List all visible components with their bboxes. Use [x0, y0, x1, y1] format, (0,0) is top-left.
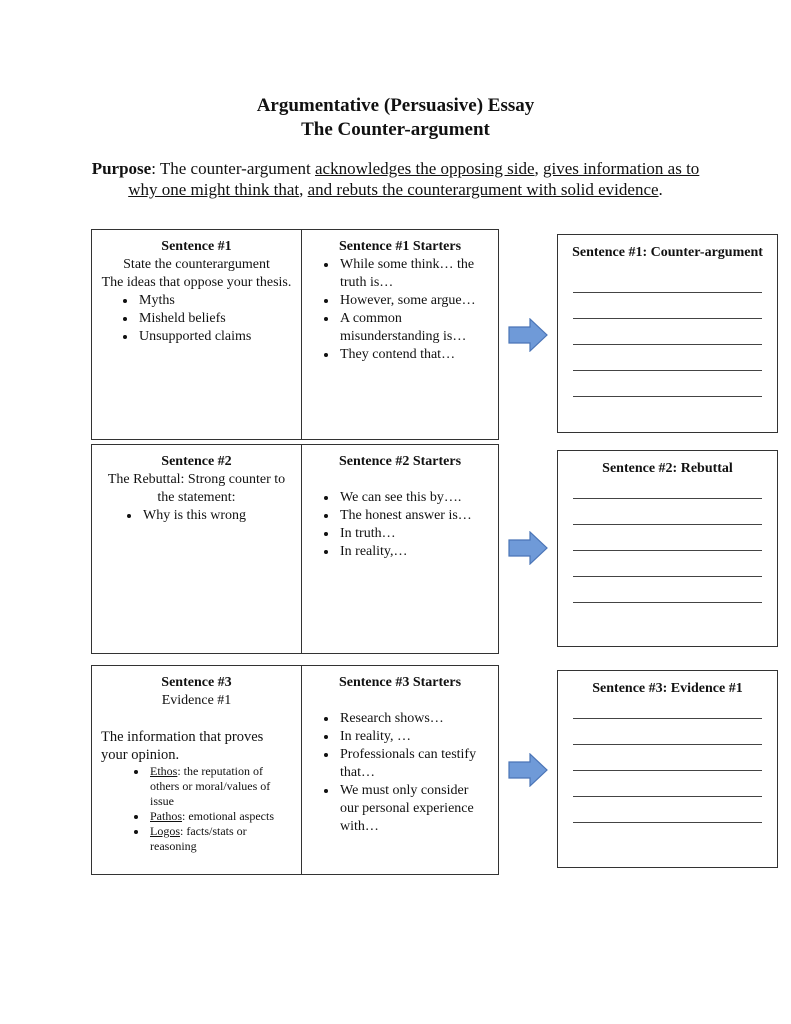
list-item: • In reality,…: [338, 543, 489, 561]
writing-line[interactable]: [573, 771, 762, 797]
right-arrow-icon: [508, 531, 548, 565]
list-item: • They contend that…: [338, 346, 489, 364]
list-item: • The honest answer is…: [338, 507, 489, 525]
writing-line[interactable]: [573, 319, 762, 345]
sentence1-starters-list: [311, 256, 489, 364]
writing-line[interactable]: [573, 797, 762, 823]
writing-line[interactable]: [573, 478, 762, 499]
list-item: • Why is this wrong: [141, 507, 292, 525]
writing-line[interactable]: [573, 262, 762, 293]
sentence1-starters-cell: [301, 229, 499, 440]
sentence2-starters-list: [311, 489, 489, 561]
list-item: • Research shows…: [338, 710, 489, 728]
page-title: Argumentative (Persuasive) Essay: [256, 95, 535, 116]
list-item: • Ethos: the reputation of others or moral/values of issue: [148, 764, 292, 809]
sentence2-answer-box: [557, 450, 778, 647]
right-arrow-icon: [508, 753, 548, 787]
writing-line[interactable]: [573, 745, 762, 771]
list-item: • Unsupported claims: [137, 328, 292, 346]
list-item: • Professionals can testify that…: [338, 746, 489, 782]
writing-line[interactable]: [573, 551, 762, 577]
purpose-paragraph: Purpose: The counter-argument acknowledges the opposing side, gives information as to why one might think that, and rebuts the counterargument with solid evidence.: [91, 159, 700, 199]
sentence2-starters-cell: [301, 444, 499, 654]
list-item: • In truth…: [338, 525, 489, 543]
sentence2-starters-heading: Sentence #2 Starters: [338, 454, 462, 469]
sentence3-answer-box: [557, 670, 778, 868]
list-item: • We must only consider our personal experience with…: [338, 782, 489, 836]
sentence3-box-heading: Sentence #3: Evidence #1: [592, 681, 743, 696]
sentence1-heading: Sentence #1: [161, 239, 232, 254]
page-subtitle: The Counter-argument: [301, 119, 490, 140]
sentence2-box-heading: Sentence #2: Rebuttal: [602, 461, 733, 476]
sentence3-heading: Sentence #3: [161, 675, 232, 690]
sentence1-box-heading: Sentence #1: Counter-argument: [572, 245, 763, 260]
writing-line[interactable]: [573, 499, 762, 525]
sentence3-rhetoric-list: [101, 764, 292, 854]
sentence1-starters-heading: Sentence #1 Starters: [338, 239, 462, 254]
sentence3-starters-list: [311, 710, 489, 836]
sentence1-bullet-list: [101, 292, 292, 346]
sentence2-bullet-list: [101, 507, 292, 525]
sentence2-description-cell: Sentence #2 The Rebuttal: Strong counter to the statement: • Why is this wrong: [91, 444, 302, 654]
sentence1-description-cell: Sentence #1 State the counterargument The ideas that oppose your thesis. • Myths • Misheld beliefs • Unsupported claims: [91, 229, 302, 440]
sentence3-starters-cell: [301, 665, 499, 875]
writing-line[interactable]: [573, 577, 762, 603]
list-item: • A common misunderstanding is…: [338, 310, 489, 346]
list-item: • Myths: [137, 292, 292, 310]
list-item: • Misheld beliefs: [137, 310, 292, 328]
purpose-label: Purpose: [91, 159, 152, 178]
writing-line[interactable]: [573, 525, 762, 551]
writing-line[interactable]: [573, 293, 762, 319]
writing-line[interactable]: [573, 345, 762, 371]
sentence3-description-cell: Sentence #3 Evidence #1 The information that proves your opinion. • Ethos: the reputation of others or moral/values of issue • Pathos: emotional aspects • Logos: facts/stats or reasoning: [91, 665, 302, 875]
list-item: • While some think… the truth is…: [338, 256, 489, 292]
sentence2-heading: Sentence #2: [161, 454, 232, 469]
writing-line[interactable]: [573, 371, 762, 397]
sentence1-answer-box: [557, 234, 778, 433]
writing-line[interactable]: [573, 719, 762, 745]
sentence3-starters-heading: Sentence #3 Starters: [338, 675, 462, 690]
list-item: • In reality, …: [338, 728, 489, 746]
writing-line[interactable]: [573, 698, 762, 719]
list-item: • We can see this by….: [338, 489, 489, 507]
list-item: • However, some argue…: [338, 292, 489, 310]
list-item: • Logos: facts/stats or reasoning: [148, 824, 292, 854]
list-item: • Pathos: emotional aspects: [148, 809, 292, 824]
right-arrow-icon: [508, 318, 548, 352]
